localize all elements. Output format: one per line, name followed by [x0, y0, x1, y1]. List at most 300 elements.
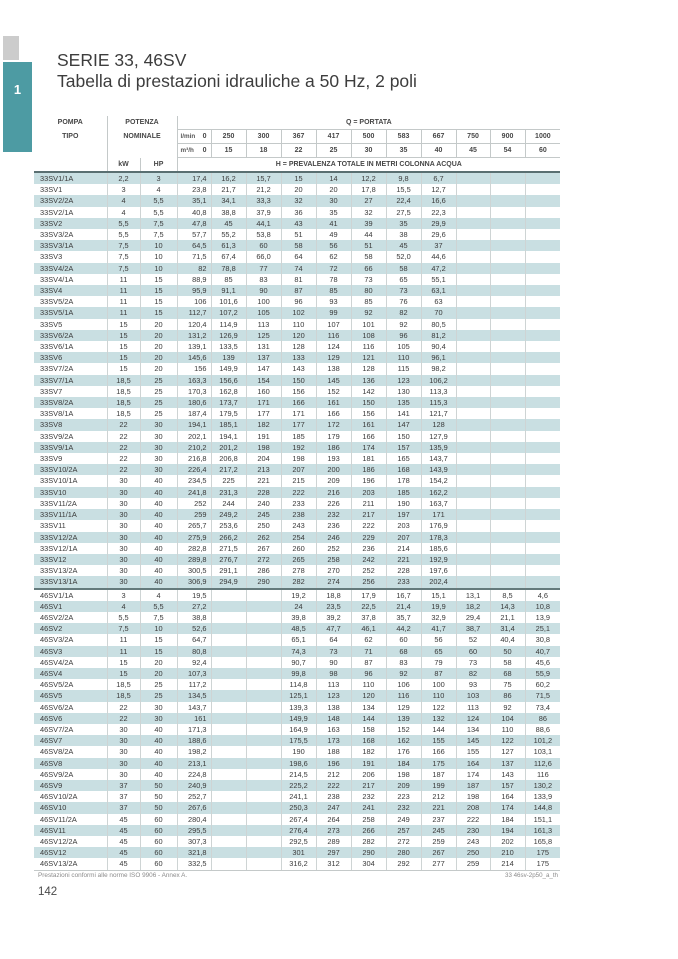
- kw-cell: 30: [107, 543, 140, 554]
- head-value-cell-0: 64,5: [177, 240, 211, 251]
- head-value-cell-8: 198: [456, 791, 490, 802]
- head-value-cell-5: 150: [351, 397, 386, 408]
- hp-cell: 60: [140, 836, 177, 847]
- head-value-cell-3: 102: [281, 307, 316, 318]
- head-value-cell-0: 57,7: [177, 229, 211, 240]
- head-value-cell-1: 133,5: [211, 341, 246, 352]
- head-value-cell-0: 224,8: [177, 769, 211, 780]
- head-value-cell-6: 184: [386, 758, 421, 769]
- head-value-cell-7: 65: [421, 646, 456, 657]
- kw-cell: 37: [107, 780, 140, 791]
- head-value-cell-4: 85: [316, 285, 351, 296]
- pump-type-cell: 33SV7/2A: [40, 364, 74, 374]
- head-value-cell-6: 198: [386, 769, 421, 780]
- head-value-cell-0: 188,6: [177, 735, 211, 746]
- table-row: [34, 713, 560, 724]
- hp-cell: 5,5: [140, 195, 177, 206]
- head-value-cell-8: 259: [456, 858, 490, 870]
- head-value-cell-10: [525, 520, 560, 531]
- head-value-cell-3: 215: [281, 475, 316, 486]
- head-value-cell-7: 100: [421, 679, 456, 690]
- head-value-cell-5: 22,5: [351, 601, 386, 612]
- head-value-cell-10: [525, 274, 560, 285]
- head-value-cell-6: 52,0: [386, 251, 421, 262]
- head-value-cell-1: [211, 735, 246, 746]
- header-lmin-7: 667: [421, 130, 456, 144]
- head-value-cell-0: 210,2: [177, 442, 211, 453]
- hp-cell: 25: [140, 690, 177, 701]
- head-value-cell-8: [456, 408, 490, 419]
- hp-cell: 40: [140, 758, 177, 769]
- head-value-cell-6: 135: [386, 397, 421, 408]
- head-value-cell-2: 105: [246, 307, 281, 318]
- pump-type-cell: 33SV10: [34, 487, 107, 498]
- head-value-cell-9: [490, 240, 525, 251]
- head-value-cell-3: 164,9: [281, 724, 316, 735]
- head-value-cell-7: 41,7: [421, 623, 456, 634]
- head-value-cell-4: 312: [316, 858, 351, 870]
- head-value-cell-4: 41: [316, 218, 351, 229]
- head-value-cell-7: 162,2: [421, 487, 456, 498]
- head-value-cell-4: 186: [316, 442, 351, 453]
- head-value-cell-5: 58: [351, 251, 386, 262]
- header-row-3: [34, 144, 560, 158]
- head-value-cell-8: [456, 431, 490, 442]
- head-value-cell-9: [490, 184, 525, 195]
- head-value-cell-4: 196: [316, 758, 351, 769]
- head-value-cell-5: 211: [351, 498, 386, 509]
- head-value-cell-10: [525, 475, 560, 486]
- head-value-cell-1: 101,6: [211, 296, 246, 307]
- head-value-cell-2: [246, 612, 281, 623]
- head-value-cell-5: 186: [351, 464, 386, 475]
- hp-cell: 40: [140, 735, 177, 746]
- head-value-cell-10: 30,8: [525, 634, 560, 645]
- head-value-cell-8: 243: [456, 836, 490, 847]
- head-value-cell-5: 217: [351, 780, 386, 791]
- head-value-cell-5: 44: [351, 229, 386, 240]
- head-value-cell-8: [456, 464, 490, 475]
- header-m3h-3: 22: [281, 144, 316, 158]
- head-value-cell-1: [211, 825, 246, 836]
- head-value-cell-4: 129: [316, 352, 351, 363]
- hp-cell: 40: [140, 487, 177, 498]
- table-row: [34, 769, 560, 780]
- head-value-cell-6: 232: [386, 802, 421, 813]
- head-value-cell-3: 24: [281, 601, 316, 612]
- head-value-cell-10: [525, 229, 560, 240]
- head-value-cell-8: 187: [456, 780, 490, 791]
- pump-type-cell: 33SV9/1A: [34, 442, 107, 453]
- head-value-cell-10: [525, 543, 560, 554]
- head-value-cell-3: 51: [281, 229, 316, 240]
- table-row: [34, 184, 560, 195]
- kw-cell: 45: [107, 814, 140, 825]
- table-row: [34, 498, 560, 509]
- head-value-cell-6: 228: [386, 565, 421, 576]
- head-value-cell-3: 265: [281, 554, 316, 565]
- head-value-cell-4: 72: [316, 263, 351, 274]
- head-value-cell-4: 30: [316, 195, 351, 206]
- table-row: [34, 735, 560, 746]
- head-value-cell-1: 156,6: [211, 375, 246, 386]
- head-value-cell-10: 86: [525, 713, 560, 724]
- head-value-cell-6: 141: [386, 408, 421, 419]
- head-value-cell-2: 204: [246, 453, 281, 464]
- head-value-cell-10: 73,4: [525, 702, 560, 713]
- head-value-cell-3: 150: [281, 375, 316, 386]
- hp-cell: 7,5: [140, 612, 177, 623]
- head-value-cell-2: [246, 657, 281, 668]
- head-value-cell-0: 112,7: [177, 307, 211, 318]
- table-row: [34, 565, 560, 576]
- head-value-cell-0: 194,1: [177, 419, 211, 430]
- head-value-cell-2: [246, 746, 281, 757]
- head-value-cell-3: 139,3: [281, 702, 316, 713]
- kw-cell: 30: [107, 724, 140, 735]
- pump-type-cell: 33SV7: [40, 386, 63, 396]
- head-value-cell-4: 145: [316, 375, 351, 386]
- table-row: [34, 386, 560, 397]
- pump-type-cell: 46SV10/2A: [40, 792, 78, 802]
- pump-type-cell: 33SV13/1A: [34, 576, 107, 588]
- head-value-cell-8: 164: [456, 758, 490, 769]
- head-value-cell-2: 191: [246, 431, 281, 442]
- table-row: [34, 858, 560, 870]
- head-value-cell-1: 21,7: [211, 184, 246, 195]
- kw-cell: 15: [107, 341, 140, 352]
- head-value-cell-3: 282: [281, 576, 316, 588]
- head-value-cell-1: 45: [211, 218, 246, 229]
- header-tipo: TIPO: [62, 133, 79, 140]
- head-value-cell-5: 32: [351, 207, 386, 218]
- head-value-cell-7: 98,2: [421, 363, 456, 374]
- pump-type-cell: 46SV11/2A: [40, 814, 77, 824]
- head-value-cell-9: [490, 532, 525, 543]
- header-m3h-1: 15: [211, 144, 246, 158]
- hp-cell: 15: [140, 646, 177, 657]
- head-value-cell-0: 202,1: [177, 431, 211, 442]
- pump-type-cell: 33SV6/1A: [40, 342, 74, 352]
- kw-cell: 22: [107, 464, 140, 475]
- head-value-cell-9: [490, 520, 525, 531]
- head-value-cell-4: 172: [316, 419, 351, 430]
- head-value-cell-3: 90,7: [281, 657, 316, 668]
- kw-cell: 22: [107, 453, 140, 464]
- head-value-cell-1: [211, 589, 246, 601]
- head-value-cell-10: [525, 442, 560, 453]
- head-value-cell-3: 278: [281, 565, 316, 576]
- head-value-cell-0: 143,7: [177, 702, 211, 713]
- head-value-cell-9: [490, 229, 525, 240]
- table-row: [34, 363, 560, 374]
- hp-cell: 20: [140, 657, 177, 668]
- header-m3h-6: 35: [386, 144, 421, 158]
- kw-cell: 11: [107, 285, 140, 296]
- hp-cell: 50: [140, 780, 177, 791]
- head-value-cell-2: [246, 668, 281, 679]
- head-value-cell-5: 17,8: [351, 184, 386, 195]
- kw-cell: 45: [107, 836, 140, 847]
- head-value-cell-4: 222: [316, 780, 351, 791]
- hp-cell: 5,5: [140, 207, 177, 218]
- head-value-cell-7: 122: [421, 702, 456, 713]
- kw-cell: 22: [107, 442, 140, 453]
- header-lmin-unit: l/min: [180, 133, 196, 140]
- hp-cell: 50: [140, 802, 177, 813]
- head-value-cell-4: 264: [316, 814, 351, 825]
- head-value-cell-1: [211, 791, 246, 802]
- table-row: [34, 307, 560, 318]
- pump-type-cell: 33SV4/1A: [40, 274, 74, 284]
- pump-type-cell: 46SV2/2A: [40, 612, 74, 622]
- kw-cell: 11: [107, 634, 140, 645]
- head-value-cell-10: 60,2: [525, 679, 560, 690]
- head-value-cell-7: 81,2: [421, 330, 456, 341]
- head-value-cell-5: 266: [351, 825, 386, 836]
- pump-type-cell: 33SV2: [34, 218, 107, 229]
- head-value-cell-6: 96: [386, 330, 421, 341]
- header-m3h-0: [177, 144, 211, 158]
- head-value-cell-4: 124: [316, 341, 351, 352]
- header-m3h-5: 30: [351, 144, 386, 158]
- header-row-4: [34, 158, 560, 173]
- head-value-cell-8: [456, 172, 490, 184]
- head-value-cell-4: 297: [316, 847, 351, 858]
- head-value-cell-9: 143: [490, 769, 525, 780]
- head-value-cell-8: [456, 363, 490, 374]
- head-value-cell-7: 79: [421, 657, 456, 668]
- head-value-cell-4: 47,7: [316, 623, 351, 634]
- head-value-cell-8: 155: [456, 746, 490, 757]
- head-value-cell-7: 175: [421, 758, 456, 769]
- head-value-cell-0: 267,6: [177, 802, 211, 813]
- head-value-cell-8: [456, 330, 490, 341]
- head-value-cell-6: 207: [386, 532, 421, 543]
- pump-type-cell: 33SV13/2A: [40, 566, 78, 576]
- pump-type-cell: 33SV12: [34, 554, 107, 565]
- head-value-cell-6: 185: [386, 487, 421, 498]
- head-value-cell-2: [246, 858, 281, 870]
- head-value-cell-7: 29,9: [421, 218, 456, 229]
- head-value-cell-2: [246, 825, 281, 836]
- head-value-cell-7: 143,9: [421, 464, 456, 475]
- table-row: [34, 352, 560, 363]
- head-value-cell-0: 47,8: [177, 218, 211, 229]
- head-value-cell-6: 68: [386, 646, 421, 657]
- head-value-cell-6: 157: [386, 442, 421, 453]
- head-value-cell-5: 46,1: [351, 623, 386, 634]
- head-value-cell-1: 78,8: [211, 263, 246, 274]
- hp-cell: 40: [140, 520, 177, 531]
- table-row: [34, 814, 560, 825]
- header-empty-3: [34, 158, 107, 173]
- head-value-cell-5: 206: [351, 769, 386, 780]
- kw-cell: 4: [107, 207, 140, 218]
- head-value-cell-1: 114,9: [211, 319, 246, 330]
- header-lmin-8: 750: [456, 130, 490, 144]
- head-value-cell-5: 66: [351, 263, 386, 274]
- head-value-cell-10: 130,2: [525, 780, 560, 791]
- head-value-cell-2: 290: [246, 576, 281, 588]
- pump-type-cell: 33SV6/2A: [34, 330, 107, 341]
- head-value-cell-8: 73: [456, 657, 490, 668]
- head-value-cell-7: 154,2: [421, 475, 456, 486]
- pump-type-cell: 33SV12/2A: [34, 532, 107, 543]
- head-value-cell-2: 53,8: [246, 229, 281, 240]
- head-value-cell-6: 15,5: [386, 184, 421, 195]
- head-value-cell-8: [456, 565, 490, 576]
- pump-type-cell: 46SV3: [34, 646, 107, 657]
- hp-cell: 50: [140, 791, 177, 802]
- head-value-cell-1: 179,5: [211, 408, 246, 419]
- head-value-cell-9: [490, 487, 525, 498]
- header-pompa: POMPA: [57, 119, 83, 127]
- head-value-cell-2: 240: [246, 498, 281, 509]
- head-value-cell-5: 304: [351, 858, 386, 870]
- head-value-cell-2: [246, 623, 281, 634]
- table-row: [34, 601, 560, 612]
- head-value-cell-9: 58: [490, 657, 525, 668]
- head-value-cell-6: 152: [386, 724, 421, 735]
- head-value-cell-5: 37,8: [351, 612, 386, 623]
- head-value-cell-1: 61,3: [211, 240, 246, 251]
- kw-cell: 45: [107, 825, 140, 836]
- head-value-cell-3: 99,8: [281, 668, 316, 679]
- head-value-cell-2: 21,2: [246, 184, 281, 195]
- head-value-cell-0: 27,2: [177, 601, 211, 612]
- header-m3h-8: 45: [456, 144, 490, 158]
- hp-cell: 10: [140, 240, 177, 251]
- hp-cell: 15: [140, 307, 177, 318]
- head-value-cell-0: 198,2: [177, 746, 211, 757]
- head-value-cell-6: 123: [386, 375, 421, 386]
- header-m3h-unit: m³/h: [180, 147, 194, 154]
- head-value-cell-5: 144: [351, 713, 386, 724]
- head-value-cell-9: [490, 207, 525, 218]
- head-value-cell-9: [490, 565, 525, 576]
- head-value-cell-0: 171,3: [177, 724, 211, 735]
- head-value-cell-0: 17,4: [177, 172, 211, 184]
- head-value-cell-3: 214,5: [281, 769, 316, 780]
- head-value-cell-9: [490, 386, 525, 397]
- table-row: [34, 240, 560, 251]
- head-value-cell-4: 274: [316, 576, 351, 588]
- hp-cell: 4: [140, 589, 177, 601]
- head-value-cell-9: 164: [490, 791, 525, 802]
- head-value-cell-4: 252: [316, 543, 351, 554]
- table-row: [34, 690, 560, 701]
- head-value-cell-3: 177: [281, 419, 316, 430]
- hp-cell: 40: [140, 565, 177, 576]
- head-value-cell-0: 156: [177, 363, 211, 374]
- header-lmin-5: 500: [351, 130, 386, 144]
- head-value-cell-6: 60: [386, 634, 421, 645]
- head-value-cell-8: 124: [456, 713, 490, 724]
- performance-table-wrap: [34, 116, 560, 871]
- head-value-cell-2: 83: [246, 274, 281, 285]
- head-value-cell-4: 35: [316, 207, 351, 218]
- head-value-cell-8: [456, 207, 490, 218]
- head-value-cell-4: 39,2: [316, 612, 351, 623]
- head-value-cell-0: 307,3: [177, 836, 211, 847]
- pump-type-cell: 33SV9/2A: [40, 431, 74, 441]
- head-value-cell-10: 103,1: [525, 746, 560, 757]
- header-hp: HP: [140, 158, 177, 173]
- pump-type-cell: 46SV11: [34, 825, 107, 836]
- head-value-cell-7: 106,2: [421, 375, 456, 386]
- head-value-cell-1: 231,3: [211, 487, 246, 498]
- kw-cell: 7,5: [107, 251, 140, 262]
- kw-cell: 37: [107, 791, 140, 802]
- head-value-cell-9: [490, 285, 525, 296]
- head-value-cell-10: [525, 195, 560, 206]
- head-value-cell-5: 71: [351, 646, 386, 657]
- head-value-cell-8: [456, 498, 490, 509]
- head-value-cell-8: 230: [456, 825, 490, 836]
- kw-cell: 22: [107, 702, 140, 713]
- head-value-cell-3: 198: [281, 453, 316, 464]
- head-value-cell-0: 117,2: [177, 679, 211, 690]
- page-title-line2: Tabella di prestazioni idrauliche a 50 Hz, 2 poli: [57, 71, 417, 91]
- pump-type-cell: 46SV9/2A: [40, 769, 74, 779]
- head-value-cell-7: 187: [421, 769, 456, 780]
- head-value-cell-4: 238: [316, 791, 351, 802]
- head-value-cell-2: 60: [246, 240, 281, 251]
- head-value-cell-9: [490, 375, 525, 386]
- head-value-cell-0: 71,5: [177, 251, 211, 262]
- head-value-cell-9: 21,1: [490, 612, 525, 623]
- head-value-cell-0: 92,4: [177, 657, 211, 668]
- head-value-cell-4: 64: [316, 634, 351, 645]
- head-value-cell-2: 171: [246, 397, 281, 408]
- head-value-cell-3: 32: [281, 195, 316, 206]
- head-value-cell-8: 250: [456, 847, 490, 858]
- table-header: [34, 116, 560, 172]
- kw-cell: 30: [107, 487, 140, 498]
- head-value-cell-1: 201,2: [211, 442, 246, 453]
- pump-type-cell: 33SV4: [34, 285, 107, 296]
- pump-type-cell: 33SV9: [40, 454, 63, 464]
- hp-cell: 30: [140, 713, 177, 724]
- hp-cell: 40: [140, 576, 177, 588]
- head-value-cell-9: 122: [490, 735, 525, 746]
- kw-cell: 15: [107, 363, 140, 374]
- head-value-cell-6: 38: [386, 229, 421, 240]
- head-value-cell-0: 265,7: [177, 520, 211, 531]
- head-value-cell-1: 271,5: [211, 543, 246, 554]
- head-value-cell-10: 10,8: [525, 601, 560, 612]
- head-value-cell-10: [525, 172, 560, 184]
- table-row: [34, 802, 560, 813]
- table-row: [34, 375, 560, 386]
- head-value-cell-7: 80,5: [421, 319, 456, 330]
- head-value-cell-4: 49: [316, 229, 351, 240]
- head-value-cell-3: 36: [281, 207, 316, 218]
- hp-cell: 15: [140, 296, 177, 307]
- head-value-cell-8: 208: [456, 802, 490, 813]
- head-value-cell-2: [246, 780, 281, 791]
- head-value-cell-5: 120: [351, 690, 386, 701]
- hp-cell: 40: [140, 724, 177, 735]
- head-value-cell-9: [490, 453, 525, 464]
- table-row: [34, 263, 560, 274]
- head-value-cell-1: [211, 746, 246, 757]
- table-row: [34, 679, 560, 690]
- head-value-cell-6: 168: [386, 464, 421, 475]
- head-value-cell-3: 120: [281, 330, 316, 341]
- head-value-cell-5: 101: [351, 319, 386, 330]
